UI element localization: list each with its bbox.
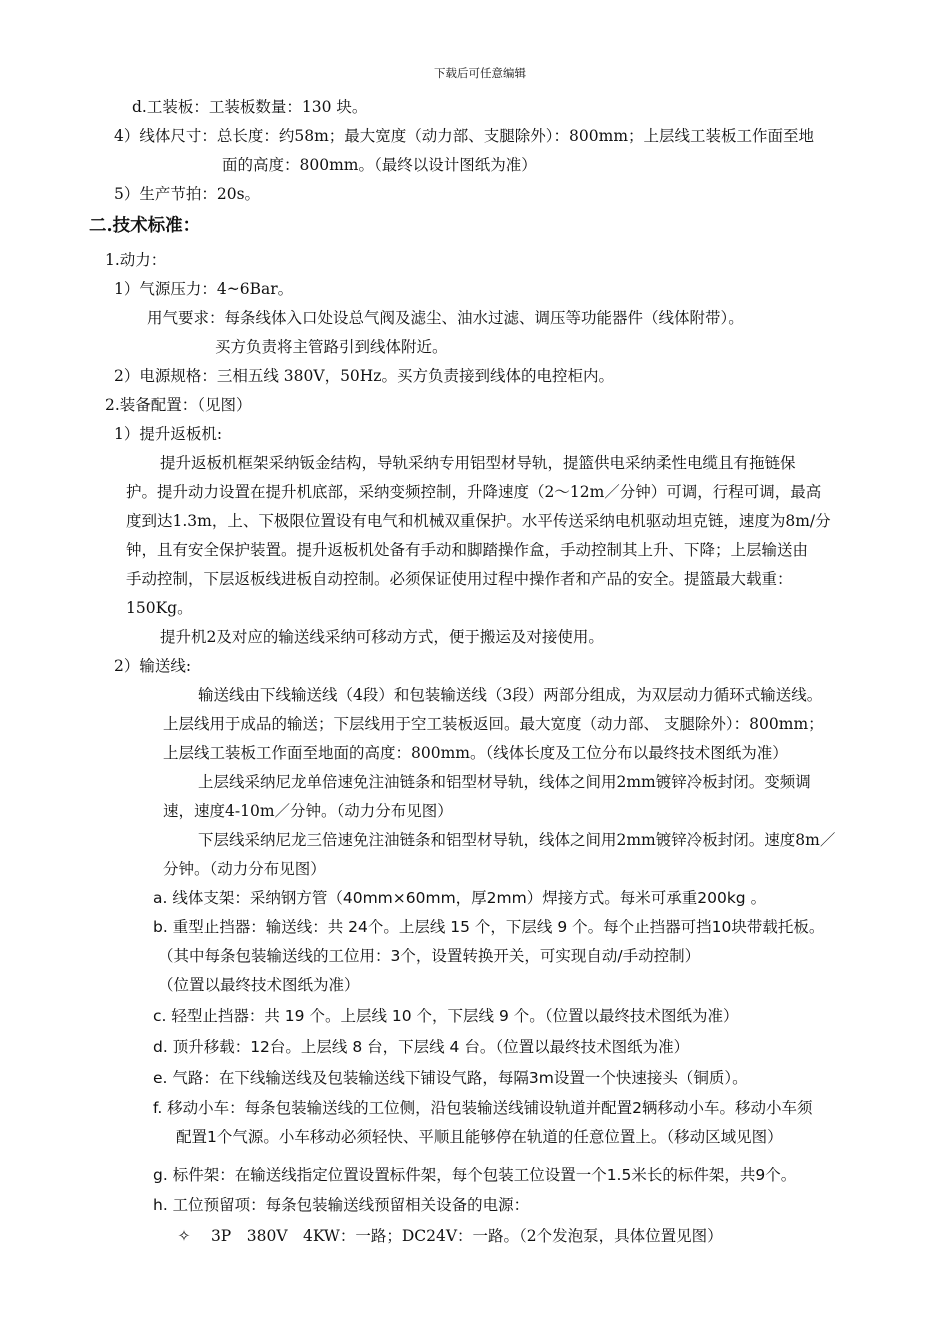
list-item-f-cont: 配置1个气源。小车移动必须轻快、平顺且能够停在轨道的任意位置上。（移动区域见图） <box>176 1128 783 1146</box>
text-line: 下层线采纳尼龙三倍速免注油链条和铝型材导轨，线体之间用2mm镀锌冷板封闭。速度8m／ <box>198 831 836 849</box>
bullet-text: 3P 380V 4KW：一路；DC24V：一路。（2个发泡泵，具体位置见图） <box>210 1227 723 1245</box>
diamond-outline-icon: ✧ <box>177 1227 191 1245</box>
list-item-d: d. 顶升移载：12台。上层线 8 台，下层线 4 台。（位置以最终技术图纸为准） <box>153 1038 690 1056</box>
text-line: 2）电源规格：三相五线 380V，50Hz。买方负责接到线体的电控柜内。 <box>114 367 614 385</box>
text-line: 提升返板机框架采纳钣金结构，导轨采纳专用铝型材导轨，提篮供电采纳柔性电缆且有拖链保 <box>160 454 796 472</box>
text-line: 护。提升动力设置在提升机底部，采纳变频控制，升降速度（2～12m／分钟）可调，行程可调，最高 <box>126 483 822 501</box>
list-item-b-note: （其中每条包装输送线的工位用：3个，设置转换开关，可实现自动/手动控制） <box>158 947 701 965</box>
text-line: 2）输送线: <box>114 657 192 675</box>
text-line: 4）线体尺寸：总长度：约58m；最大宽度（动力部、支腿除外）：800mm；上层线工装板工作面至地 <box>114 127 815 145</box>
list-item-b: b. 重型止挡器：输送线：共 24个。上层线 15 个，下层线 9 个。每个止挡器可挡10块带载托板。 <box>153 918 825 936</box>
text-line: 1）提升返板机: <box>114 425 223 443</box>
list-item-h: h. 工位预留项：每条包装输送线预留相关设备的电源： <box>153 1196 530 1214</box>
text-line: 1）气源压力：4~6Bar。 <box>114 280 294 298</box>
text-line: 上层线工装板工作面至地面的高度：800mm。（线体长度及工位分布以最终技术图纸为准） <box>163 744 788 762</box>
text-line: 上层线用于成品的输送；下层线用于空工装板返回。最大宽度（动力部、 支腿除外）：800mm； <box>163 715 824 733</box>
subsection-heading: 2.装备配置：（见图） <box>105 396 252 414</box>
text-line: 用气要求：每条线体入口处设总气阀及滤尘、油水过滤、调压等功能器件（线体附带）。 <box>147 309 744 327</box>
text-line: 提升机2及对应的输送线采纳可移动方式，便于搬运及对接使用。 <box>160 628 604 646</box>
list-item-a: a. 线体支架：采纳钢方管（40mm×60mm，厚2mm）焊接方式。每米可承重200kg 。 <box>153 889 767 907</box>
section-heading: 二.技术标准： <box>89 216 201 236</box>
text-line: 上层线采纳尼龙单倍速免注油链条和铝型材导轨，线体之间用2mm镀锌冷板封闭。变频调 <box>198 773 811 791</box>
subsection-heading: 1.动力： <box>105 251 167 269</box>
text-line: d.工装板：工装板数量：130 块。 <box>132 98 368 116</box>
text-line: 钟，且有安全保护装置。提升返板机处备有手动和脚踏操作盒，手动控制其上升、下降；上层输送由 <box>126 541 809 559</box>
text-line: 度到达1.3m，上、下极限位置设有电气和机械双重保护。水平传送采纳电机驱动坦克链，速度为8m/分 <box>126 512 831 530</box>
list-item-b-note: （位置以最终技术图纸为准） <box>158 976 360 994</box>
text-line: 面的高度：800mm。（最终以设计图纸为准） <box>222 156 537 174</box>
list-item-g: g. 标件架：在输送线指定位置设置标件架，每个包装工位设置一个1.5米长的标件架，共9个。 <box>153 1166 797 1184</box>
text-line: 速，速度4-10m／分钟。（动力分布见图） <box>163 802 453 820</box>
text-line: 150Kg。 <box>126 599 193 617</box>
list-item-f: f. 移动小车：每条包装输送线的工位侧，沿包装输送线铺设轨道并配置2辆移动小车。移动小车须 <box>153 1099 813 1117</box>
list-item-e: e. 气路：在下线输送线及包装输送线下铺设气路，每隔3m设置一个快速接头（铜质）。 <box>153 1069 748 1087</box>
text-line: 5）生产节拍：20s。 <box>114 185 261 203</box>
text-line: 手动控制，下层返板线进板自动控制。必须保证使用过程中操作者和产品的安全。提篮最大载重： <box>126 570 793 588</box>
bullet-line <box>174 1226 723 1246</box>
text-line: 分钟。（动力分布见图） <box>163 860 326 878</box>
text-line: 买方负责将主管路引到线体附近。 <box>215 338 448 356</box>
text-line: 输送线由下线输送线（4段）和包装输送线（3段）两部分组成，为双层动力循环式输送线。 <box>198 686 823 704</box>
page-header-note: 下载后可任意编辑 <box>434 66 526 80</box>
list-item-c: c. 轻型止挡器：共 19 个。上层线 10 个，下层线 9 个。（位置以最终技术图纸为准） <box>153 1007 739 1025</box>
